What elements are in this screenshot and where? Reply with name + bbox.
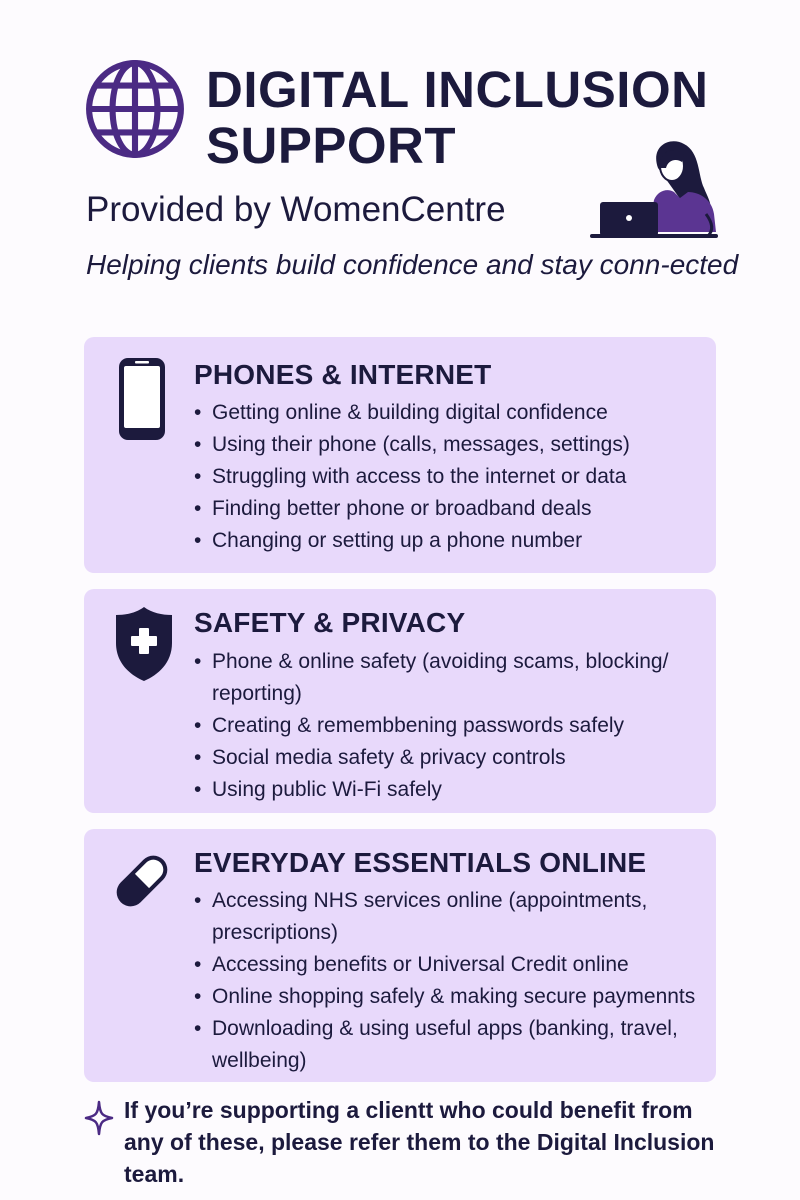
provider-subtitle: Provided by WomenCentre [86,190,506,229]
list-item: • Online shopping safely & making secure paymennts [194,981,714,1013]
list-item: • Accessing NHS services online (appointments, prescriptions) [194,885,714,949]
title-line-1: DIGITAL INCLUSION [206,61,709,118]
list-item: • Struggling with access to the internet or data [194,461,704,493]
list-item: • Social media safety & privacy controls [194,742,704,774]
section-list [194,885,714,1077]
referral-text: If you’re supporting a clientt who could benefit from any of these, please refer them to the Digital Inclusion team. [124,1097,715,1187]
smartphone-icon [116,355,168,443]
globe-icon [84,58,186,160]
section-everyday-essentials [84,829,716,1082]
section-title: EVERYDAY ESSENTIALS ONLINE [194,847,647,878]
list-item: • Accessing benefits or Universal Credit online [194,949,714,981]
list-item: • Changing or setting up a phone number [194,525,704,557]
shield-plus-icon [114,605,174,683]
header [0,0,800,330]
section-list [194,646,704,806]
woman-with-laptop-illustration [588,138,728,242]
section-title: PHONES & INTERNET [194,359,492,390]
title-line-2: SUPPORT [206,117,457,174]
list-item: • Getting online & building digital confidence [194,397,704,429]
tagline: Helping clients build confidence and stay conn-ected [86,249,739,280]
list-item: • Downloading & using useful apps (banking, travel, wellbeing) [194,1013,714,1077]
section-safety-privacy [84,589,716,813]
list-item: • Phone & online safety (avoiding scams, blocking/ reporting) [194,646,704,710]
list-item: • Creating & remembbening passwords safely [194,710,704,742]
list-item: • Using their phone (calls, messages, settings) [194,429,704,461]
section-title: SAFETY & PRIVACY [194,607,466,638]
sparkle-icon [84,1100,114,1136]
section-phones-internet [84,337,716,573]
pill-icon [108,847,176,915]
list-item: • Using public Wi-Fi safely [194,774,704,806]
list-item: • Finding better phone or broadband deals [194,493,704,525]
section-list [194,397,704,557]
